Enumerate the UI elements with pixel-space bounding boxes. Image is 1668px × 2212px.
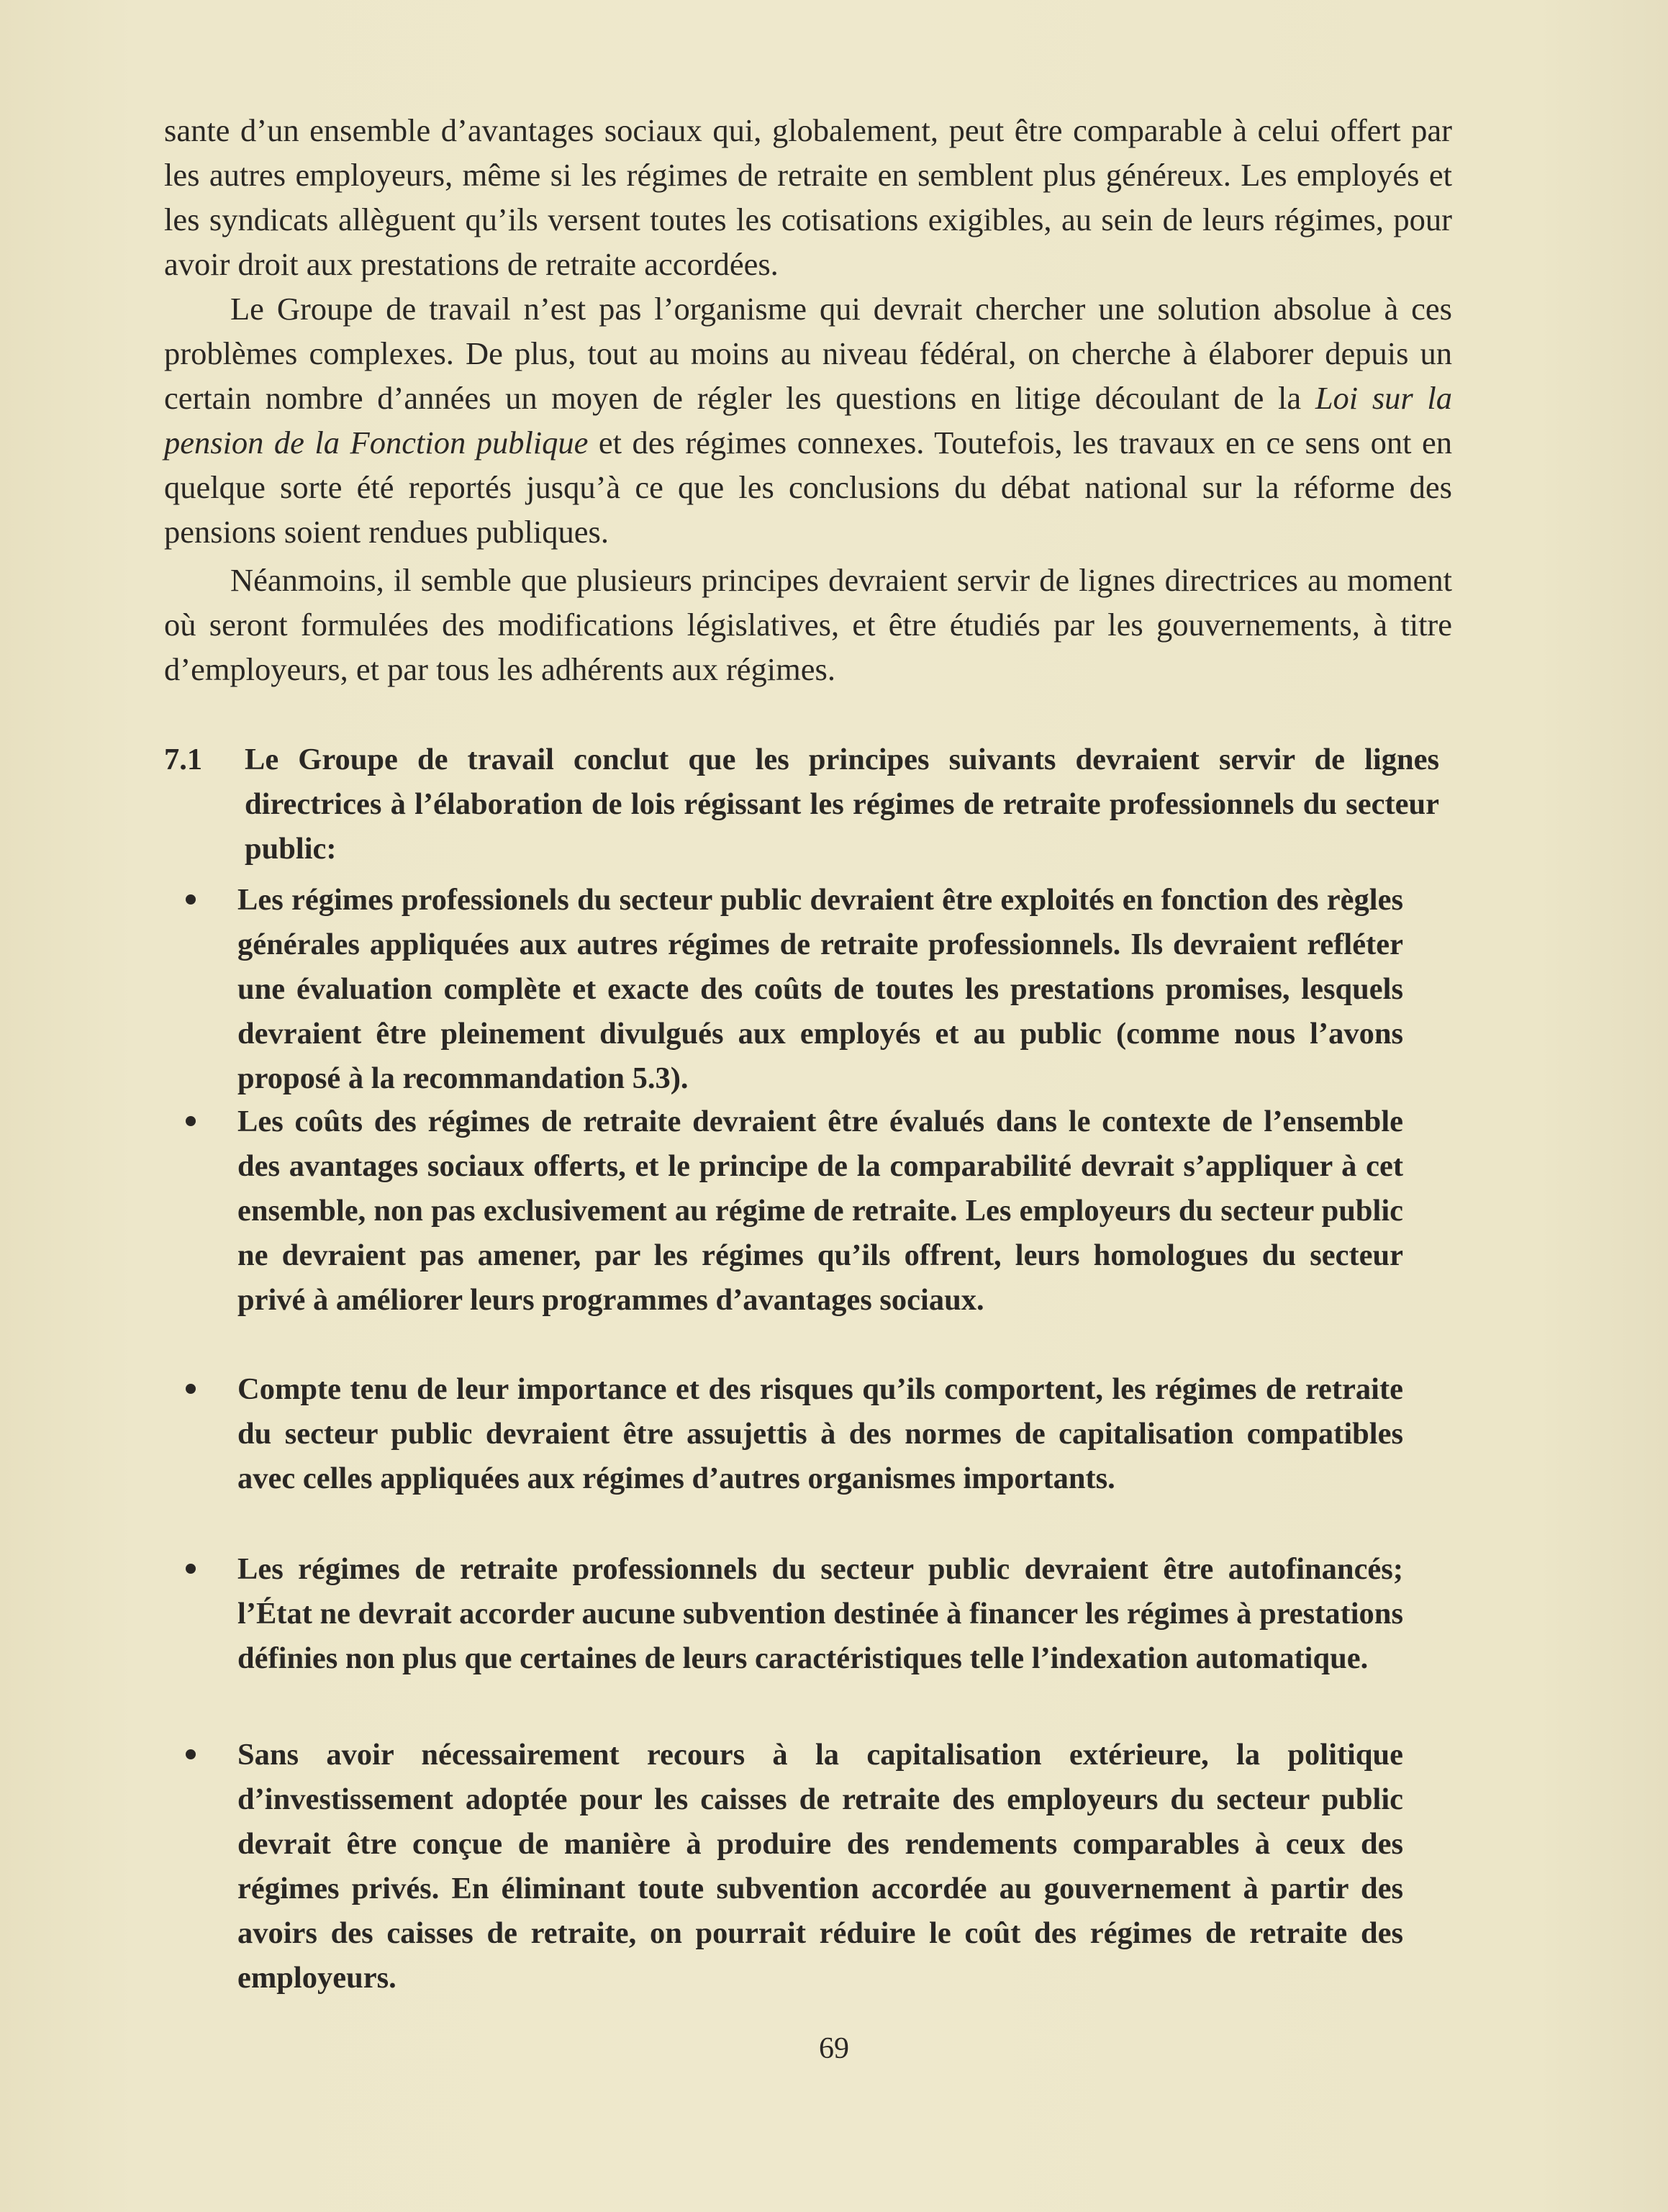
list-item [237, 1100, 1403, 1323]
list-item [237, 1733, 1403, 2000]
list-item-text: Compte tenu de leur importance et des risques qu’ils comportent, les régimes de retraite du secteur public devraient être assujettis à des normes de capitalisation compatibles avec celles appliquées aux régimes d’autres organismes importants. [237, 1372, 1403, 1495]
recommendation-number: 7.1 [164, 743, 203, 776]
bullet-icon [186, 894, 196, 905]
recommendation-text: Le Groupe de travail conclut que les principes suivants devraient servir de lignes directrices à l’élaboration de lois régissant les régimes de retraite professionnels du secteur public: [245, 743, 1439, 866]
list-item-text: Sans avoir nécessairement recours à la capitalisation extérieure, la politique d’investissement adoptée pour les caisses de retraite des employeurs du secteur public devrait être conçue de manière à produire des rendements comparables à ceux des régimes privés. En éliminant toute subvention accordée au gouvernement à partir des avoirs des caisses de retraite, on pourrait réduire le coût des régimes de retraite des employeurs. [237, 1738, 1403, 1995]
list-item-text: Les régimes de retraite professionnels du secteur public devraient être autofinancés; l’État ne devrait accorder aucune subvention destinée à financer les régimes à prestations définies non plus que certaines de leurs caractéristiques telle l’indexation automatique. [237, 1552, 1403, 1675]
list-item [237, 878, 1403, 1101]
list-item-text: Les coûts des régimes de retraite devraient être évalués dans le contexte de l’ensemble des avantages sociaux offerts, et le principe de la comparabilité devrait s’appliquer à cet ensemble, non pas exclusivement au régime de retraite. Les employeurs du secteur public ne devraient pas amener, par les régimes qu’ils offrent, leurs homologues du secteur privé à améliorer leurs programmes d’avantages sociaux. [237, 1105, 1403, 1317]
body-paragraph: Néanmoins, il semble que plusieurs principes devraient servir de lignes directrices au moment où seront formulées des modifications législatives, et être étudiés par les gouvernements, à titre d’employeurs, et par tous les adhérents aux régimes. [164, 562, 1452, 687]
bullet-icon [186, 1564, 196, 1574]
bullet-icon [186, 1116, 196, 1126]
list-item-text: Les régimes professionels du secteur public devraient être exploités en fonction des règles générales appliquées aux autres régimes de retraite professionnels. Ils devraient refléter une évaluation complète et exacte des coûts de toutes les prestations promises, lesquels devraient être pleinement divulgués aux employés et au public (comme nous l’avons proposé à la recommandation 5.3). [237, 883, 1403, 1095]
paragraph-text: Le Groupe de travail n’est pas l’organisme qui devrait chercher une solution absolue à ces problèmes complexes. De plus, tout au moins au niveau fédéral, on cherche à élaborer depuis un certain nombre d’années un moyen de régler les questions en litige découlant de la [164, 291, 1452, 416]
body-paragraph: sante d’un ensemble d’avantages sociaux qui, globalement, peut être comparable à celui offert par les autres employeurs, même si les régimes de retraite en semblent plus généreux. Les employés et les syndicats allèguent qu’ils versent toutes les cotisations exigibles, au sein de leurs régimes, pour avoir droit aux prestations de retraite accordées. [164, 112, 1452, 282]
page-number: 69 [819, 2032, 849, 2065]
list-item [237, 1367, 1403, 1501]
law-title-italic: Loi sur la pension de la Fonction publique [164, 380, 1452, 461]
bullet-icon [186, 1749, 196, 1759]
list-item [237, 1547, 1403, 1681]
recommendation-block [164, 738, 1452, 871]
body-paragraph [164, 286, 1452, 554]
bullet-icon [186, 1384, 196, 1394]
paragraph-text: et des régimes connexes. Toutefois, les travaux en ce sens ont en quelque sorte été reportés jusqu’à ce que les conclusions du débat national sur la réforme des pensions soient rendues publiques. [164, 425, 1452, 550]
